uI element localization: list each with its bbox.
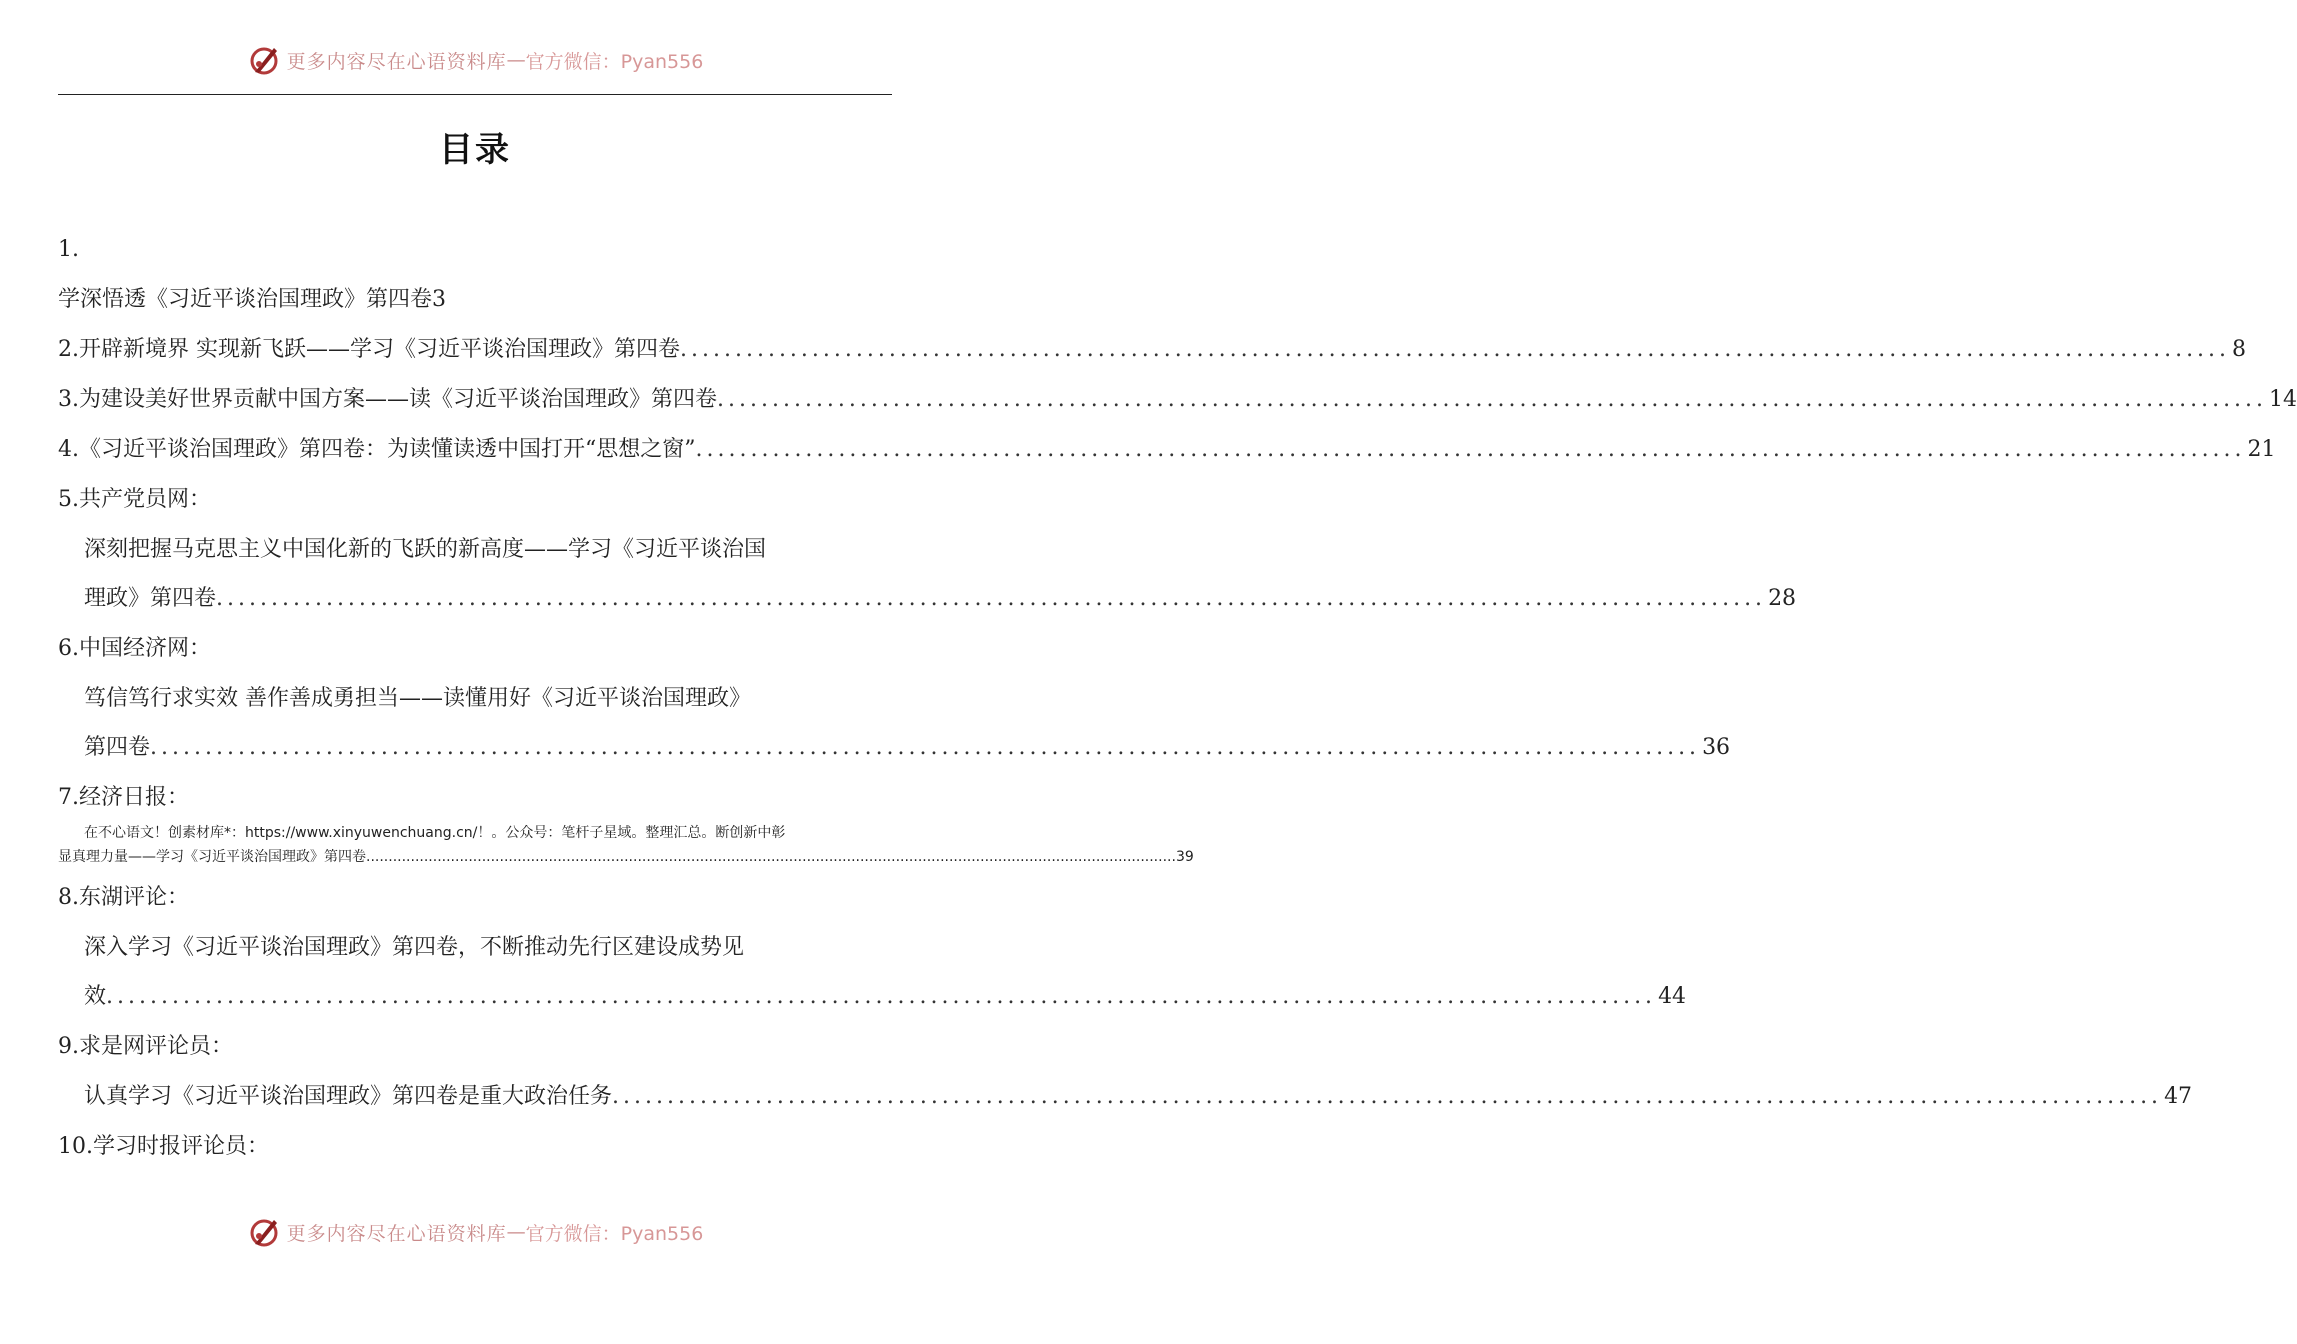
toc-entry-page: 14 [2269,387,2297,412]
banner-contact: 官方微信：Pyan556 [525,50,704,73]
toc-entry-e8c[interactable] [84,980,1687,1014]
toc-entry-page: 47 [2164,1084,2193,1109]
footer-banner-text: 更多内容尽在心语资料库 [286,1222,507,1245]
toc-entry-page: 21 [2247,437,2276,462]
quill-logo-icon [247,42,283,78]
header-banner [0,40,950,80]
toc-small-line-1: 在不心语文！创素材库*：https://www.xinyuwenchuang.cn/！。公众号：笔杆子星域。整理汇总。断创新中彰 [84,825,786,841]
toc-entry-text: 效 [84,984,107,1009]
banner-text: 更多内容尽在心语资料库 [286,50,507,73]
toc-entry-text: 3.为建设美好世界贡献中国方案——读《习近平谈治国理政》第四卷 [58,387,717,412]
toc-entry-leader: ............................................................................................................................................. [717,387,2268,412]
toc-entry-e9a [58,1030,892,1064]
toc-entry-e5b [84,533,892,567]
toc-small-page: 39 [1175,849,1194,865]
toc-entry-e6c[interactable] [84,731,1731,765]
toc-entry-e1b [58,283,892,317]
toc-entry-e1a [58,233,892,267]
toc-entry-e5a [58,483,892,517]
toc-entry-e2[interactable] [58,333,2247,367]
toc-entry-e7a [58,781,892,815]
toc-entry-text: 7.经济日报： [58,785,189,810]
toc-entry-text: 第四卷 [84,735,151,760]
quill-logo-icon [247,1214,283,1250]
toc-small-leader: ...................................................................................................................................................................................... [366,849,1176,865]
toc-entry-e4[interactable] [58,433,2276,467]
toc-entry-e8a [58,881,892,915]
toc-entry-text: 10.学习时报评论员： [58,1134,269,1159]
toc-entry-text: 2.开辟新境界 实现新飞跃——学习《习近平谈治国理政》第四卷 [58,337,680,362]
toc-entry-page: 36 [1702,735,1731,760]
toc-entry-leader: ............................................................................................................................................. [612,1084,2163,1109]
toc-entry-text: 学深悟透《习近平谈治国理政》第四卷3 [58,287,446,312]
toc-entry-leader: ............................................................................................................................................. [680,337,2231,362]
toc-entry-text: 深刻把握马克思主义中国化新的飞跃的新高度——学习《习近平谈治国 [84,537,767,562]
toc-entry-e6b [84,682,892,716]
toc-entry-text: 4.《习近平谈治国理政》第四卷：为读懂读透中国打开“思想之窗” [58,437,696,462]
toc-entry-leader: ............................................................................................................................................. [216,586,1767,611]
toc-entry-text: 笃信笃行求实效 善作善成勇担当——读懂用好《习近平谈治国理政》 [84,686,751,711]
toc-entry-e6a [58,632,892,666]
toc-entry-leader: ............................................................................................................................................. [150,735,1701,760]
toc-entry-e10a [58,1130,892,1164]
toc-entry-text: 5.共产党员网： [58,487,211,512]
toc-entry-leader: ............................................................................................................................................. [106,984,1657,1009]
toc-entry-text: 认真学习《习近平谈治国理政》第四卷是重大政治任务 [84,1084,613,1109]
toc-entry-page: 28 [1768,586,1797,611]
toc-entry-text: 8.东湖评论： [58,885,189,910]
toc-entry-e9b[interactable] [84,1080,2193,1114]
toc-entry-text: 1. [58,237,79,262]
header-rule [58,94,892,95]
toc-small-text: 显真理力量——学习《习近平谈治国理政》第四卷 [58,849,366,865]
toc-entry-text: 理政》第四卷 [84,586,217,611]
footer-banner-separator: — [506,1221,526,1243]
banner-separator: — [506,49,526,71]
toc-entry-text: 6.中国经济网： [58,636,211,661]
footer-banner-contact: 官方微信：Pyan556 [525,1222,704,1245]
footer-banner [0,1212,950,1252]
toc-entry-text: 深入学习《习近平谈治国理政》第四卷，不断推动先行区建设成势见 [84,935,745,960]
toc-small-line-2[interactable] [58,847,1194,867]
toc-entry-text: 9.求是网评论员： [58,1034,233,1059]
toc-entry-e8b [84,931,892,965]
toc-entry-page: 8 [2232,337,2247,362]
toc-entry-page: 44 [1658,984,1687,1009]
toc-entry-leader: ............................................................................................................................................. [695,437,2246,462]
toc-entry-e3[interactable] [58,383,2297,417]
page-title: 目录 [439,130,511,170]
toc-entry-e5c[interactable] [84,582,1797,616]
